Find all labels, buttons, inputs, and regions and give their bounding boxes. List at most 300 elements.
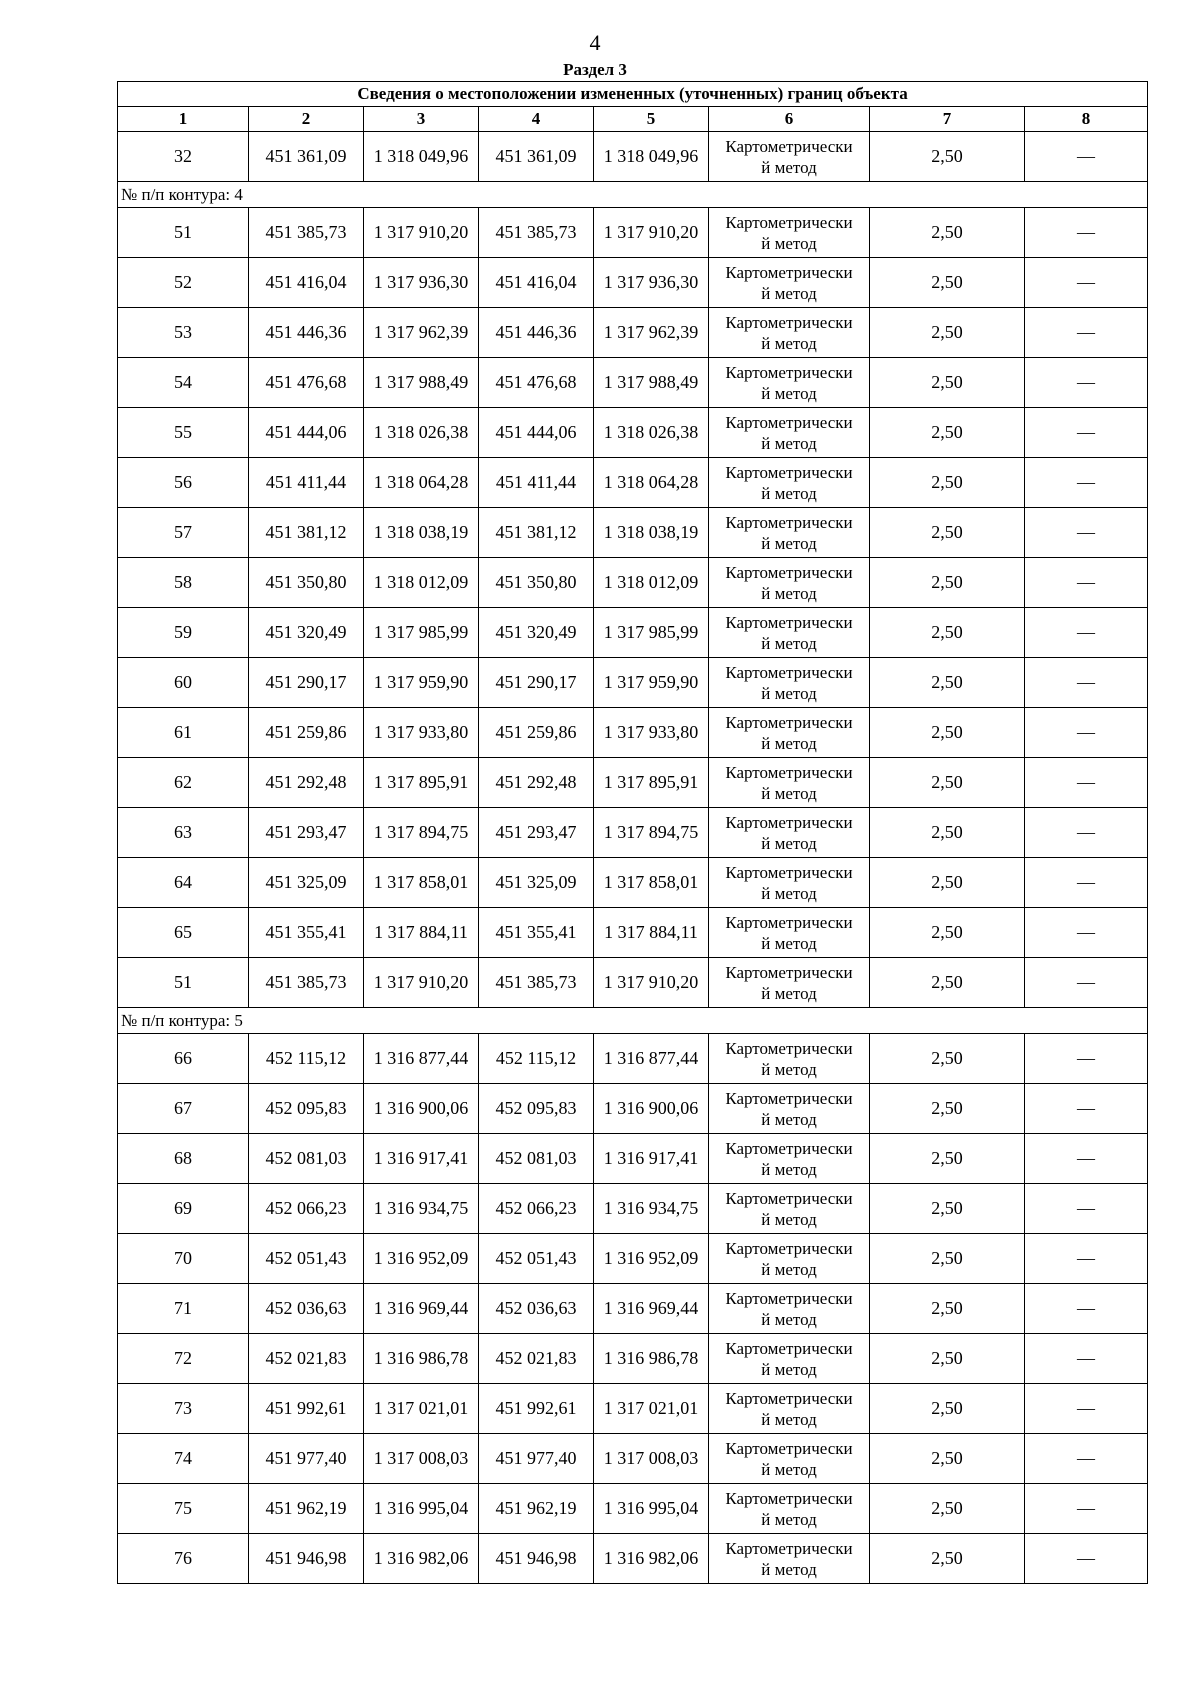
method-cell [709,758,870,808]
description-cell: — [1025,958,1148,1008]
y-coordinate-old: 1 317 985,99 [364,608,479,658]
description-cell: — [1025,1434,1148,1484]
y-coordinate-new: 1 317 884,11 [594,908,709,958]
description-cell: — [1025,858,1148,908]
column-header: 3 [364,107,479,132]
x-coordinate-old: 451 292,48 [249,758,364,808]
x-coordinate-old: 451 293,47 [249,808,364,858]
method-cell [709,408,870,458]
point-number: 64 [118,858,249,908]
description-cell: — [1025,408,1148,458]
description-cell: — [1025,708,1148,758]
y-coordinate-new: 1 317 894,75 [594,808,709,858]
point-number: 72 [118,1334,249,1384]
y-coordinate-new: 1 316 986,78 [594,1334,709,1384]
x-coordinate-new: 452 066,23 [479,1184,594,1234]
accuracy-value: 2,50 [870,258,1025,308]
table-row [118,808,1148,858]
method-cell [709,1334,870,1384]
point-number: 66 [118,1034,249,1084]
y-coordinate-old: 1 316 982,06 [364,1534,479,1584]
description-cell: — [1025,132,1148,182]
method-text: й метод [761,1159,817,1179]
method-text: Картометрически [725,1038,853,1058]
description-cell: — [1025,308,1148,358]
method-text: Картометрически [725,1138,853,1158]
method-text: Картометрически [725,612,853,632]
x-coordinate-old: 451 325,09 [249,858,364,908]
method-cell [709,132,870,182]
y-coordinate-old: 1 316 917,41 [364,1134,479,1184]
method-text: й метод [761,733,817,753]
method-text: Картометрически [725,912,853,932]
x-coordinate-old: 452 115,12 [249,1034,364,1084]
table-row [118,1284,1148,1334]
description-cell: — [1025,808,1148,858]
table-row [118,1334,1148,1384]
description-cell: — [1025,1034,1148,1084]
table-row [118,1134,1148,1184]
point-number: 60 [118,658,249,708]
method-text: й метод [761,157,817,177]
method-text: Картометрически [725,1088,853,1108]
point-number: 55 [118,408,249,458]
method-text: й метод [761,1259,817,1279]
method-text: й метод [761,933,817,953]
method-text: й метод [761,1209,817,1229]
x-coordinate-old: 452 081,03 [249,1134,364,1184]
x-coordinate-new: 451 946,98 [479,1534,594,1584]
column-header: 4 [479,107,594,132]
method-text: Картометрически [725,512,853,532]
y-coordinate-new: 1 317 988,49 [594,358,709,408]
x-coordinate-old: 451 992,61 [249,1384,364,1434]
method-cell [709,1434,870,1484]
y-coordinate-new: 1 316 934,75 [594,1184,709,1234]
y-coordinate-new: 1 318 012,09 [594,558,709,608]
method-text: й метод [761,483,817,503]
y-coordinate-new: 1 316 917,41 [594,1134,709,1184]
x-coordinate-old: 451 446,36 [249,308,364,358]
x-coordinate-new: 451 290,17 [479,658,594,708]
method-cell [709,1134,870,1184]
y-coordinate-old: 1 317 910,20 [364,208,479,258]
point-number: 67 [118,1084,249,1134]
x-coordinate-new: 451 325,09 [479,858,594,908]
accuracy-value: 2,50 [870,408,1025,458]
point-number: 51 [118,208,249,258]
method-text: Картометрически [725,1538,853,1558]
method-text: й метод [761,1309,817,1329]
description-cell: — [1025,1184,1148,1234]
x-coordinate-new: 451 962,19 [479,1484,594,1534]
x-coordinate-old: 451 320,49 [249,608,364,658]
method-text: й метод [761,983,817,1003]
point-number: 63 [118,808,249,858]
contour-row [118,182,1148,208]
table-row [118,1534,1148,1584]
table-row [118,1434,1148,1484]
description-cell: — [1025,1484,1148,1534]
method-text: Картометрически [725,1488,853,1508]
accuracy-value: 2,50 [870,358,1025,408]
x-coordinate-new: 451 293,47 [479,808,594,858]
description-cell: — [1025,1234,1148,1284]
x-coordinate-old: 451 977,40 [249,1434,364,1484]
contour-label: № п/п контура: 4 [118,182,1148,208]
method-cell [709,458,870,508]
x-coordinate-old: 451 476,68 [249,358,364,408]
accuracy-value: 2,50 [870,1434,1025,1484]
method-text: й метод [761,583,817,603]
point-number: 69 [118,1184,249,1234]
accuracy-value: 2,50 [870,1534,1025,1584]
point-number: 52 [118,258,249,308]
method-text: й метод [761,833,817,853]
description-cell: — [1025,508,1148,558]
y-coordinate-old: 1 317 910,20 [364,958,479,1008]
method-text: Картометрически [725,462,853,482]
method-cell [709,258,870,308]
column-header: 1 [118,107,249,132]
method-cell [709,858,870,908]
point-number: 56 [118,458,249,508]
point-number: 75 [118,1484,249,1534]
point-number: 74 [118,1434,249,1484]
method-cell [709,1534,870,1584]
column-header: 6 [709,107,870,132]
method-text: Картометрически [725,812,853,832]
x-coordinate-new: 451 381,12 [479,508,594,558]
table-row [118,1184,1148,1234]
accuracy-value: 2,50 [870,208,1025,258]
method-text: Картометрически [725,136,853,156]
column-header: 7 [870,107,1025,132]
x-coordinate-old: 451 416,04 [249,258,364,308]
table-row [118,1084,1148,1134]
table-row [118,132,1148,182]
x-coordinate-old: 452 051,43 [249,1234,364,1284]
method-cell [709,208,870,258]
description-cell: — [1025,358,1148,408]
y-coordinate-old: 1 317 959,90 [364,658,479,708]
method-text: Картометрически [725,362,853,382]
x-coordinate-new: 451 355,41 [479,908,594,958]
y-coordinate-new: 1 317 959,90 [594,658,709,708]
y-coordinate-old: 1 318 064,28 [364,458,479,508]
method-text: Картометрически [725,1188,853,1208]
accuracy-value: 2,50 [870,1034,1025,1084]
accuracy-value: 2,50 [870,908,1025,958]
method-text: Картометрически [725,412,853,432]
point-number: 71 [118,1284,249,1334]
description-cell: — [1025,758,1148,808]
y-coordinate-new: 1 317 936,30 [594,258,709,308]
method-text: Картометрически [725,862,853,882]
accuracy-value: 2,50 [870,1184,1025,1234]
table-row [118,458,1148,508]
y-coordinate-old: 1 316 877,44 [364,1034,479,1084]
y-coordinate-old: 1 317 936,30 [364,258,479,308]
method-text: й метод [761,1509,817,1529]
point-number: 51 [118,958,249,1008]
method-cell [709,358,870,408]
table-row [118,908,1148,958]
y-coordinate-old: 1 317 962,39 [364,308,479,358]
y-coordinate-new: 1 318 049,96 [594,132,709,182]
y-coordinate-old: 1 316 995,04 [364,1484,479,1534]
y-coordinate-new: 1 316 900,06 [594,1084,709,1134]
point-number: 57 [118,508,249,558]
x-coordinate-old: 451 350,80 [249,558,364,608]
method-text: й метод [761,1359,817,1379]
table-row [118,1384,1148,1434]
method-text: Картометрически [725,712,853,732]
x-coordinate-old: 452 066,23 [249,1184,364,1234]
x-coordinate-new: 451 411,44 [479,458,594,508]
y-coordinate-new: 1 317 962,39 [594,308,709,358]
method-text: Картометрически [725,212,853,232]
y-coordinate-old: 1 317 894,75 [364,808,479,858]
description-cell: — [1025,458,1148,508]
x-coordinate-new: 451 385,73 [479,208,594,258]
y-coordinate-old: 1 317 933,80 [364,708,479,758]
column-header: 8 [1025,107,1148,132]
point-number: 73 [118,1384,249,1434]
contour-row [118,1008,1148,1034]
method-text: Картометрически [725,662,853,682]
method-text: Картометрически [725,1288,853,1308]
method-cell [709,958,870,1008]
accuracy-value: 2,50 [870,1484,1025,1534]
method-text: й метод [761,883,817,903]
table-row [118,208,1148,258]
description-cell: — [1025,558,1148,608]
method-cell [709,1184,870,1234]
accuracy-value: 2,50 [870,658,1025,708]
x-coordinate-old: 452 095,83 [249,1084,364,1134]
table-row [118,508,1148,558]
y-coordinate-new: 1 317 910,20 [594,208,709,258]
accuracy-value: 2,50 [870,308,1025,358]
method-text: й метод [761,533,817,553]
x-coordinate-new: 451 320,49 [479,608,594,658]
y-coordinate-new: 1 318 064,28 [594,458,709,508]
page-number: 4 [589,30,601,55]
method-text: й метод [761,433,817,453]
method-text: й метод [761,1059,817,1079]
x-coordinate-old: 451 290,17 [249,658,364,708]
x-coordinate-new: 452 036,63 [479,1284,594,1334]
table-row [118,1234,1148,1284]
y-coordinate-new: 1 317 021,01 [594,1384,709,1434]
x-coordinate-new: 451 416,04 [479,258,594,308]
y-coordinate-old: 1 317 884,11 [364,908,479,958]
description-cell: — [1025,658,1148,708]
method-cell [709,708,870,758]
column-header: 2 [249,107,364,132]
method-cell [709,1034,870,1084]
method-cell [709,608,870,658]
x-coordinate-old: 451 444,06 [249,408,364,458]
point-number: 32 [118,132,249,182]
method-text: Картометрически [725,312,853,332]
method-text: й метод [761,633,817,653]
y-coordinate-new: 1 317 858,01 [594,858,709,908]
point-number: 70 [118,1234,249,1284]
method-text: Картометрически [725,1438,853,1458]
x-coordinate-old: 452 021,83 [249,1334,364,1384]
y-coordinate-old: 1 316 969,44 [364,1284,479,1334]
contour-label: № п/п контура: 5 [118,1008,1148,1034]
point-number: 58 [118,558,249,608]
y-coordinate-new: 1 317 933,80 [594,708,709,758]
method-text: й метод [761,333,817,353]
accuracy-value: 2,50 [870,758,1025,808]
method-text: й метод [761,1559,817,1579]
description-cell: — [1025,1284,1148,1334]
accuracy-value: 2,50 [870,1084,1025,1134]
x-coordinate-old: 451 962,19 [249,1484,364,1534]
y-coordinate-old: 1 318 012,09 [364,558,479,608]
method-text: й метод [761,283,817,303]
method-cell [709,558,870,608]
x-coordinate-new: 451 446,36 [479,308,594,358]
accuracy-value: 2,50 [870,1334,1025,1384]
y-coordinate-new: 1 316 877,44 [594,1034,709,1084]
table-body [118,132,1148,1584]
method-cell [709,658,870,708]
accuracy-value: 2,50 [870,1284,1025,1334]
method-text: Картометрически [725,762,853,782]
x-coordinate-new: 451 361,09 [479,132,594,182]
x-coordinate-old: 451 381,12 [249,508,364,558]
method-cell [709,1084,870,1134]
table-row [118,958,1148,1008]
accuracy-value: 2,50 [870,1384,1025,1434]
description-cell: — [1025,608,1148,658]
y-coordinate-new: 1 318 038,19 [594,508,709,558]
y-coordinate-new: 1 316 982,06 [594,1534,709,1584]
table-row [118,558,1148,608]
description-cell: — [1025,208,1148,258]
x-coordinate-new: 451 476,68 [479,358,594,408]
accuracy-value: 2,50 [870,958,1025,1008]
accuracy-value: 2,50 [870,1134,1025,1184]
description-cell: — [1025,1134,1148,1184]
accuracy-value: 2,50 [870,508,1025,558]
x-coordinate-new: 451 444,06 [479,408,594,458]
column-header-row [118,107,1148,132]
accuracy-value: 2,50 [870,608,1025,658]
x-coordinate-old: 451 946,98 [249,1534,364,1584]
x-coordinate-old: 452 036,63 [249,1284,364,1334]
point-number: 53 [118,308,249,358]
accuracy-value: 2,50 [870,808,1025,858]
y-coordinate-old: 1 318 026,38 [364,408,479,458]
method-text: Картометрически [725,1388,853,1408]
y-coordinate-old: 1 316 900,06 [364,1084,479,1134]
table-row [118,708,1148,758]
description-cell: — [1025,258,1148,308]
method-cell [709,508,870,558]
y-coordinate-old: 1 317 988,49 [364,358,479,408]
y-coordinate-new: 1 317 895,91 [594,758,709,808]
x-coordinate-old: 451 385,73 [249,958,364,1008]
method-text: й метод [761,783,817,803]
method-cell [709,1484,870,1534]
description-cell: — [1025,1334,1148,1384]
accuracy-value: 2,50 [870,132,1025,182]
table-row [118,758,1148,808]
accuracy-value: 2,50 [870,558,1025,608]
method-cell [709,308,870,358]
accuracy-value: 2,50 [870,858,1025,908]
x-coordinate-new: 452 021,83 [479,1334,594,1384]
accuracy-value: 2,50 [870,1234,1025,1284]
x-coordinate-new: 452 095,83 [479,1084,594,1134]
method-text: Картометрически [725,562,853,582]
section-title: Раздел 3 [563,60,627,79]
table-row [118,858,1148,908]
method-text: Картометрически [725,262,853,282]
accuracy-value: 2,50 [870,458,1025,508]
x-coordinate-new: 451 992,61 [479,1384,594,1434]
table-caption: Сведения о местоположении измененных (уточненных) границ объекта [118,82,1148,107]
x-coordinate-new: 451 292,48 [479,758,594,808]
x-coordinate-new: 451 350,80 [479,558,594,608]
y-coordinate-old: 1 316 986,78 [364,1334,479,1384]
column-header: 5 [594,107,709,132]
method-text: Картометрически [725,1238,853,1258]
x-coordinate-old: 451 361,09 [249,132,364,182]
y-coordinate-old: 1 318 038,19 [364,508,479,558]
y-coordinate-old: 1 318 049,96 [364,132,479,182]
point-number: 65 [118,908,249,958]
table-row [118,358,1148,408]
table-row [118,658,1148,708]
y-coordinate-old: 1 316 934,75 [364,1184,479,1234]
point-number: 68 [118,1134,249,1184]
y-coordinate-old: 1 316 952,09 [364,1234,479,1284]
method-cell [709,1384,870,1434]
method-cell [709,808,870,858]
description-cell: — [1025,908,1148,958]
table-row [118,1484,1148,1534]
x-coordinate-new: 452 051,43 [479,1234,594,1284]
x-coordinate-new: 451 385,73 [479,958,594,1008]
method-cell [709,1234,870,1284]
description-cell: — [1025,1534,1148,1584]
method-text: й метод [761,683,817,703]
point-number: 76 [118,1534,249,1584]
point-number: 59 [118,608,249,658]
method-text: й метод [761,233,817,253]
x-coordinate-new: 452 115,12 [479,1034,594,1084]
method-text: й метод [761,1459,817,1479]
y-coordinate-new: 1 316 995,04 [594,1484,709,1534]
x-coordinate-old: 451 355,41 [249,908,364,958]
method-text: Картометрически [725,1338,853,1358]
x-coordinate-new: 451 259,86 [479,708,594,758]
method-cell [709,1284,870,1334]
y-coordinate-old: 1 317 895,91 [364,758,479,808]
y-coordinate-new: 1 316 952,09 [594,1234,709,1284]
method-text: Картометрически [725,962,853,982]
description-cell: — [1025,1084,1148,1134]
x-coordinate-new: 452 081,03 [479,1134,594,1184]
table-row [118,258,1148,308]
